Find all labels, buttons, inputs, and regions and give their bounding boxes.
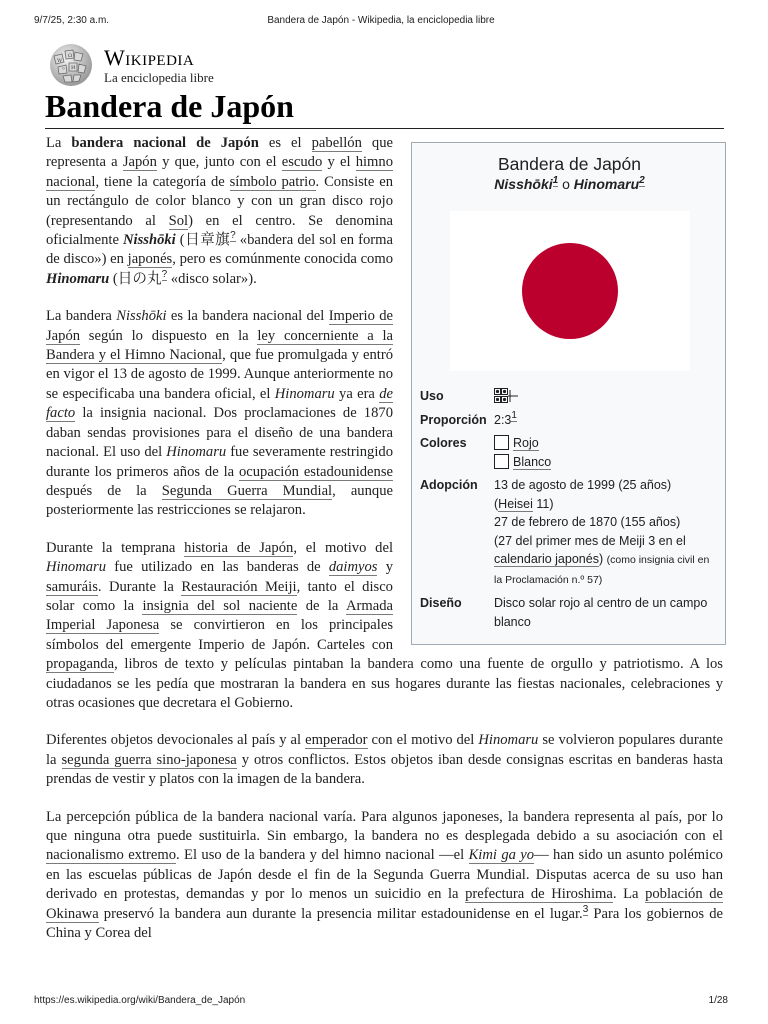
- infobox-title: Bandera de Japón: [497, 154, 642, 174]
- article-body: [46, 134, 723, 961]
- text-run: y el: [322, 154, 356, 171]
- infobox-row-colores: [420, 432, 719, 474]
- text-run: que representa a: [46, 135, 393, 171]
- article-link[interactable]: propaganda: [46, 656, 115, 673]
- infobox-subtitle: [420, 175, 719, 193]
- text-run: La percepción pública de la bandera nacional varía. Para algunos japoneses, la bandera representa al país, por lo que ninguna otra puede sustituirla. Sin embargo, la bandera no es desplegada debido a su asociación con el: [46, 808, 723, 844]
- text-run: Hinomaru: [274, 385, 335, 402]
- text-run: . Consiste en un rectángulo de color blanco y con un gran disco rojo (representando al: [46, 173, 393, 229]
- text-run: de la: [297, 597, 346, 614]
- infobox-row-proporcion: [420, 409, 719, 433]
- article-link[interactable]: Kimi ga yo: [468, 847, 535, 864]
- article-link[interactable]: de facto: [46, 385, 393, 422]
- flag-usage-icon[interactable]: [494, 388, 520, 404]
- color-link-rojo[interactable]: Rojo: [513, 436, 539, 450]
- infobox-name-nisshoki: Nisshōki: [494, 176, 553, 192]
- text-run: Diferentes objetos devocionales al país y al: [46, 732, 306, 749]
- svg-text:W: W: [57, 58, 63, 64]
- adopcion-note: (como insignia civil en la Proclamación n.º 57): [494, 554, 710, 586]
- text-run: Para los gobiernos de China y Corea del: [46, 905, 723, 942]
- article-link[interactable]: escudo: [281, 154, 323, 171]
- text-run: se volvieron populares durante la: [46, 732, 723, 768]
- flag-disc: [522, 243, 618, 339]
- article-link[interactable]: himno nacional: [46, 154, 393, 190]
- article-link[interactable]: nacionalismo extremo: [46, 847, 177, 864]
- text-run: 日章旗: [184, 232, 231, 249]
- article-link[interactable]: prefectura de Hiroshima: [465, 886, 613, 903]
- text-run: , libros de texto y películas pintaban la bandera como una fuente de orgullo y patriotismo. A los ciudadanos se les pedía que mostraran la bandera en sus hogares durante las fiestas nacionales, celebraciones y otras ocasiones que decretara el Gobierno.: [46, 656, 723, 711]
- print-page-number: 1/28: [708, 995, 728, 1006]
- flag-image[interactable]: [450, 211, 690, 371]
- article-link[interactable]: historia de Japón: [184, 539, 294, 556]
- article-link[interactable]: segunda guerra sino-japonesa: [61, 751, 237, 768]
- print-header: [34, 15, 728, 29]
- text-run: 日の丸: [117, 270, 162, 287]
- text-run: y otros conflictos. Estos objetos iban desde consignas escritas en banderas hasta prendas de vestir y platos con la imagen de la bandera.: [46, 751, 723, 788]
- text-run: la insignia nacional. Dos proclamaciones de 1870 daban sendas provisiones para el diseño de una bandera nacional. El uso del: [46, 405, 393, 461]
- adopcion-line-5: calendario japonés) (como insignia civil en la Proclamación n.º 57): [494, 552, 710, 586]
- text-run: , aunque posteriormente las restricciones se relajaron.: [46, 482, 393, 519]
- reference-link[interactable]: ?: [230, 230, 236, 242]
- article-link[interactable]: ley concerniente a la Bandera y el Himno Nacional: [46, 327, 393, 364]
- svg-text:И: И: [71, 65, 76, 71]
- article-link[interactable]: Japón: [122, 154, 157, 171]
- text-run: ) en el centro. Se denomina oficialmente: [46, 212, 393, 249]
- print-url: https://es.wikipedia.org/wiki/Bandera_de_Japón: [34, 995, 246, 1006]
- color-swatch-blanco: [494, 454, 509, 469]
- text-run: Hinomaru: [166, 444, 227, 461]
- paragraph-4: [46, 731, 723, 789]
- text-run: Hinomaru: [478, 732, 539, 749]
- page-title: Bandera de Japón: [45, 88, 294, 124]
- article-link[interactable]: Sol: [168, 212, 189, 229]
- reference-link[interactable]: 3: [582, 903, 589, 915]
- text-run: (: [109, 270, 118, 287]
- text-run: es la bandera nacional del: [166, 308, 329, 325]
- text-run: . El uso de la bandera y del himno nacional —el: [176, 847, 469, 864]
- text-run: fue utilizado en las banderas de: [106, 559, 329, 576]
- svg-text:ᄋ: ᄋ: [61, 68, 66, 74]
- calendario-japones-link[interactable]: calendario japonés: [494, 552, 599, 566]
- text-run: Nisshōki: [123, 232, 176, 249]
- text-run: ya era: [334, 385, 380, 402]
- text-run: . Durante la: [97, 578, 182, 595]
- article-link[interactable]: Segunda Guerra Mundial: [161, 482, 333, 499]
- color-swatch-rojo: [494, 435, 509, 450]
- text-run: después de la: [46, 482, 162, 499]
- heisei-link[interactable]: Heisei: [498, 496, 533, 511]
- infobox-name-hinomaru: Hinomaru: [573, 176, 640, 192]
- text-run: Hinomaru: [46, 270, 110, 287]
- article-link[interactable]: pabellón: [311, 135, 362, 151]
- adopcion-line-2: (Heisei 11): [494, 496, 554, 511]
- text-run: se convirtieron en los principales símbolos del emergente Imperio de Japón. Carteles con: [46, 617, 393, 653]
- text-run: Hinomaru: [46, 559, 106, 576]
- adopcion-line-1: 13 de agosto de 1999 (25 años): [494, 478, 672, 492]
- text-run: y que, junto con el: [156, 154, 282, 171]
- text-run: con el motivo del: [367, 732, 479, 749]
- article-link[interactable]: samuráis: [46, 578, 98, 595]
- reference-link[interactable]: ?: [161, 268, 168, 280]
- print-page-title: Bandera de Japón - Wikipedia, la enciclopedia libre: [267, 15, 495, 26]
- paragraph-5: [46, 808, 723, 944]
- color-link-blanco[interactable]: Blanco: [513, 454, 552, 469]
- proporcion-value: 2:3: [494, 412, 512, 427]
- adopcion-line-3: 27 de febrero de 1870 (155 años): [494, 515, 681, 529]
- infobox: [411, 142, 726, 645]
- colores-label: Colores: [420, 436, 467, 450]
- article-link[interactable]: daimyos: [328, 559, 378, 576]
- article-link[interactable]: ocupación estadounidense: [238, 463, 393, 480]
- infobox-row-uso: [420, 385, 719, 409]
- text-run: «disco solar»).: [167, 270, 257, 287]
- adopcion-label: Adopción: [420, 478, 478, 492]
- article-link[interactable]: población de Okinawa: [46, 886, 723, 922]
- text-run: fue severamente restringido durante los primeros años de la: [46, 444, 393, 480]
- print-footer: [34, 995, 728, 1009]
- article-link[interactable]: Restauración Meiji: [181, 578, 297, 595]
- title-divider: [45, 128, 724, 129]
- proporcion-ref[interactable]: 1: [511, 410, 517, 422]
- diseno-value: Disco solar rojo al centro de un campo blanco: [494, 596, 708, 629]
- text-run: , pero es comúnmente conocida como: [172, 251, 393, 268]
- infobox-ref-2[interactable]: 2: [639, 175, 645, 187]
- svg-text:Ω: Ω: [68, 53, 73, 59]
- text-run: La: [46, 135, 72, 151]
- article-link[interactable]: insignia del sol naciente: [142, 597, 298, 614]
- text-run: , el motivo del: [293, 539, 393, 556]
- article-link[interactable]: símbolo patrio: [229, 173, 316, 190]
- infobox-row-diseno: [420, 592, 719, 634]
- text-run: , que fue promulgada y entró en vigor el 13 de agosto de 1999. Aunque anteriormente no se especificaba una bandera oficial, el: [46, 347, 393, 402]
- text-run: y: [377, 559, 393, 576]
- text-run: — han sido un asunto polémico en las escuelas públicas de Japón desde el fin de la Segunda Guerra Mundial. Disputas acerca de su uso han derivado en protestas, demandas y por lo menos un suicidio en la: [46, 847, 723, 903]
- adopcion-line-4: (27 del primer mes de Meiji 3 en el: [494, 533, 686, 548]
- text-run: según lo dispuesto en la: [80, 327, 258, 344]
- article-link[interactable]: Imperio de Japón: [46, 308, 393, 344]
- text-run: , tanto el disco solar como la: [46, 578, 393, 614]
- infobox-row-adopcion: [420, 474, 719, 592]
- text-run: . La: [612, 886, 646, 903]
- site-name: Wikipedia: [104, 45, 195, 70]
- text-run: «bandera del sol en forma de disco») en: [46, 232, 393, 268]
- text-run: bandera nacional de Japón: [71, 135, 259, 151]
- print-datetime: 9/7/25, 2:30 a.m.: [34, 15, 110, 26]
- text-run: preservó la bandera aun durante la presencia militar estadounidense en el lugar.: [98, 905, 583, 922]
- infobox-ref-1[interactable]: 1: [552, 175, 559, 187]
- infobox-table: [420, 385, 719, 634]
- diseno-label: Diseño: [420, 596, 462, 610]
- infobox-subtitle-o: o: [562, 176, 570, 192]
- article-link[interactable]: japonés: [127, 251, 173, 268]
- wikipedia-wordmark[interactable]: [104, 46, 214, 86]
- proporcion-label: Proporción: [420, 412, 487, 427]
- site-tagline: La enciclopedia libre: [104, 70, 214, 85]
- article-link[interactable]: Armada Imperial Japonesa: [46, 597, 393, 634]
- uso-label: Uso: [420, 389, 444, 403]
- text-run: es el: [258, 135, 312, 151]
- text-run: , tiene la categoría de: [95, 173, 230, 190]
- wikipedia-globe-logo[interactable]: [46, 42, 96, 88]
- text-run: Nisshōki: [116, 308, 167, 325]
- text-run: La bandera: [46, 308, 117, 325]
- text-run: (: [175, 232, 185, 249]
- article-link[interactable]: emperador: [305, 732, 368, 749]
- text-run: Durante la temprana: [46, 539, 185, 556]
